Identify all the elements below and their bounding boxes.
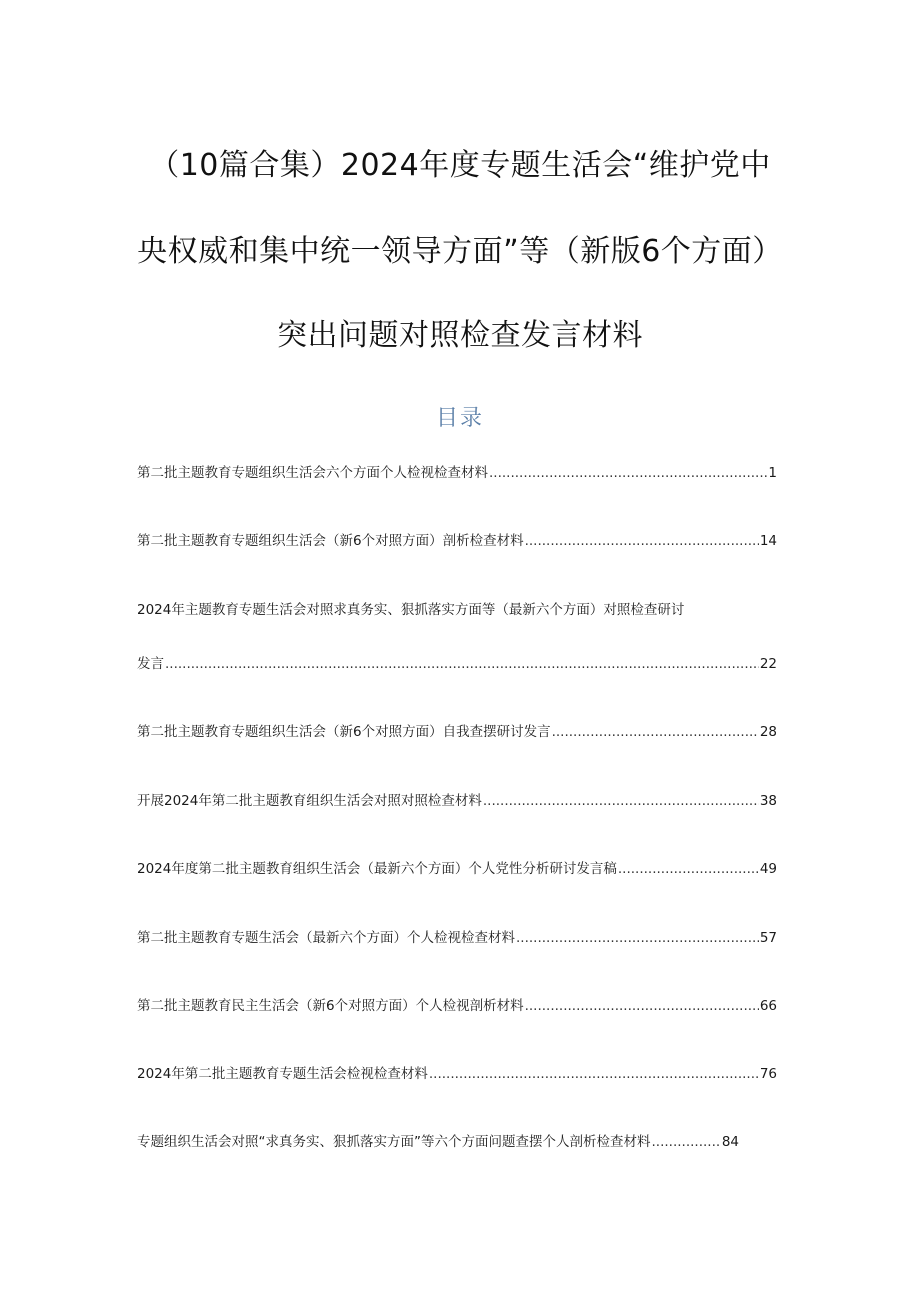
toc-entry-title: 2024年度第二批主题教育组织生活会（最新六个方面）个人党性分析研讨发言稿 (137, 861, 617, 877)
toc-entry[interactable] (137, 1062, 777, 1082)
toc-leader-dots (652, 1134, 721, 1150)
toc-leader-dots (429, 1066, 759, 1082)
toc-leader-dots (489, 465, 767, 481)
toc-entry-title-line-1[interactable]: 2024年主题教育专题生活会对照求真务实、狠抓落实方面等（最新六个方面）对照检查研讨 (137, 602, 685, 618)
toc-heading: 目录 (435, 406, 484, 431)
toc-entry[interactable] (137, 529, 777, 549)
toc-entry-title: 第二批主题教育专题生活会（最新六个方面）个人检视检查材料 (137, 930, 515, 946)
toc-leader-dots (618, 861, 759, 877)
toc-entry-page: 28 (759, 724, 777, 740)
toc-entry-page: 1 (768, 465, 777, 481)
toc-entry-title: 专题组织生活会对照“求真务实、狠抓落实方面”等六个方面问题查摆个人剖析检查材料 (137, 1134, 651, 1150)
toc-entry[interactable] (137, 1130, 739, 1150)
document-title-line-1: （10篇合集）2024年度专题生活会“维护党中 (149, 148, 771, 183)
document-title-line-3: 突出问题对照检查发言材料 (277, 318, 643, 353)
toc-entry-page: 14 (759, 533, 777, 549)
toc-entry[interactable] (137, 926, 777, 946)
toc-entry-title: 2024年第二批主题教育专题生活会检视检查材料 (137, 1066, 428, 1082)
toc-leader-dots (483, 793, 759, 809)
toc-entry-title: 第二批主题教育专题组织生活会（新6个对照方面）自我查摆研讨发言 (137, 724, 551, 740)
toc-entry-title: 第二批主题教育专题组织生活会六个方面个人检视检查材料 (137, 465, 488, 481)
toc-leader-dots (165, 656, 759, 672)
document-title-line-2: 央权威和集中统一领导方面”等（新版6个方面） (137, 234, 783, 269)
toc-entry-page: 76 (759, 1066, 777, 1082)
toc-entry-page: 38 (759, 793, 777, 809)
toc-entry-page: 57 (759, 930, 777, 946)
toc-leader-dots (516, 930, 759, 946)
toc-entry-title: 第二批主题教育专题组织生活会（新6个对照方面）剖析检查材料 (137, 533, 524, 549)
toc-entry[interactable] (137, 652, 777, 672)
toc-entry[interactable] (137, 720, 777, 740)
toc-entry[interactable] (137, 994, 777, 1014)
toc-entry-title: 开展2024年第二批主题教育组织生活会对照对照检查材料 (137, 793, 482, 809)
toc-entry-page: 66 (759, 998, 777, 1014)
toc-entry-title: 第二批主题教育民主生活会（新6个对照方面）个人检视剖析材料 (137, 998, 524, 1014)
toc-entry-page: 49 (759, 861, 777, 877)
toc-leader-dots (552, 724, 759, 740)
toc-entry[interactable] (137, 857, 777, 877)
toc-entry[interactable] (137, 461, 777, 481)
toc-leader-dots (525, 533, 759, 549)
toc-entry[interactable] (137, 789, 777, 809)
toc-entry-page: 84 (721, 1134, 739, 1150)
toc-entry-page: 22 (759, 656, 777, 672)
toc-entry-title: 发言 (137, 656, 164, 672)
toc-leader-dots (525, 998, 759, 1014)
